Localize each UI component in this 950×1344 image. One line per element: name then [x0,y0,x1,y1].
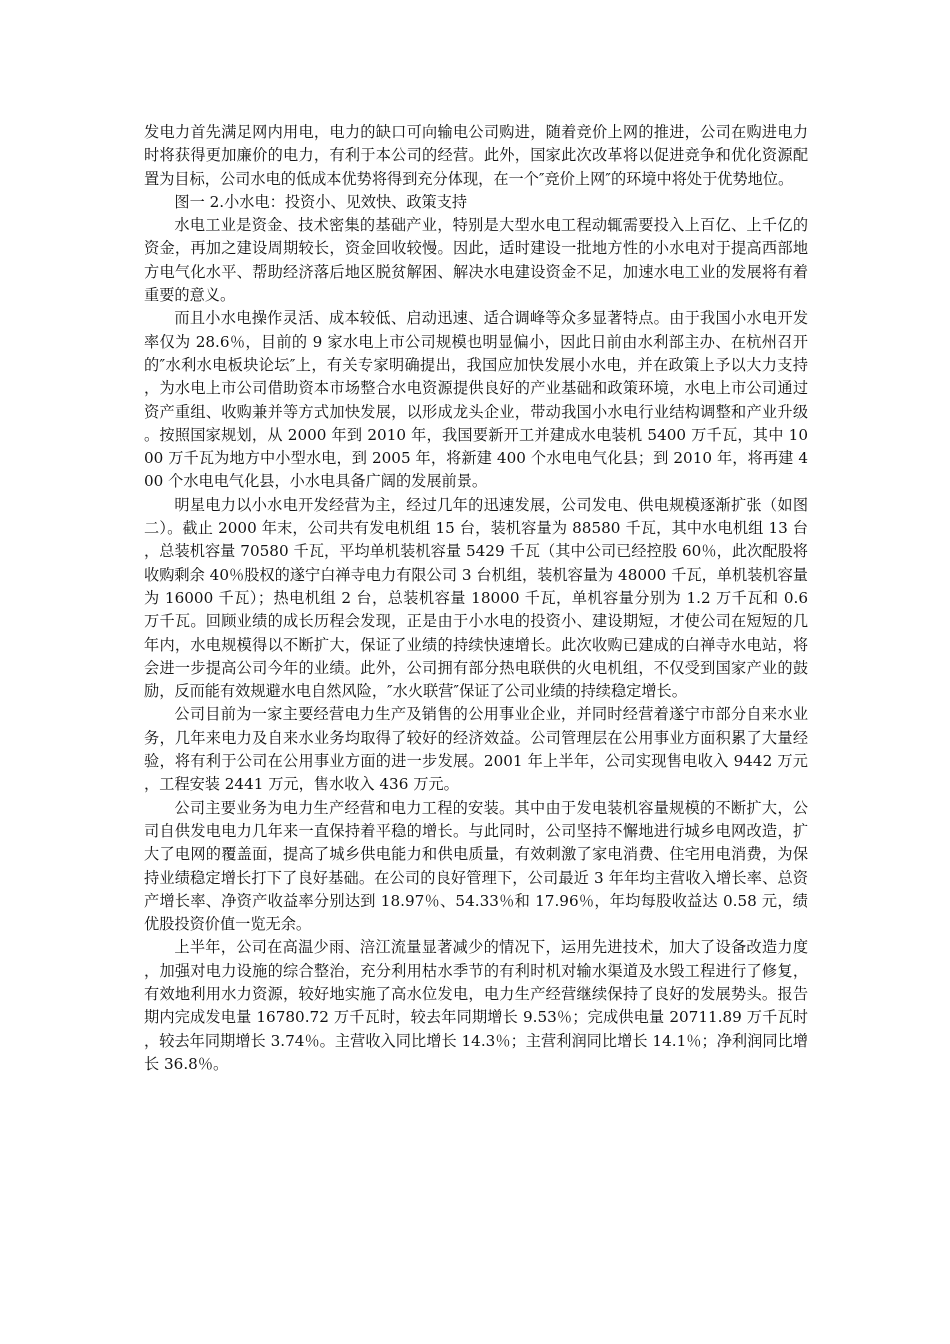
paragraph-main-business: 公司主要业务为电力生产经营和电力工程的安装。其中由于发电装机容量规模的不断扩大，公司自供发电电力几年来一直保持着平稳的增长。与此同时，公司坚持不懈地进行城乡电网改造，扩大了电网的覆盖面，提高了城乡供电能力和供电质量，有效刺激了家电消费、住宅用电消费，为保持业绩稳定增长打下了良好基础。在公司的良好管理下，公司最近 3 年年均主营收入增长率、总资产增长率、净资产收益率分别达到 18.97％、54.33％和 17.96％，年均每股收益达 0.58 元，绩优股投资价值一览无余。 [144,798,808,934]
paragraph-mingxing-power: 明星电力以小水电开发经营为主，经过几年的迅速发展，公司发电、供电规模逐渐扩张（如图二）。截止 2000 年末，公司共有发电机组 15 台，装机容量为 88580 千瓦，其中水电机组 13 台，总装机容量 70580 千瓦，平均单机装机容量 5429 千瓦（其中公司已经控股 60％，此次配股将收购剩余 40％股权的遂宁白禅寺电力有限公司 3 台机组，装机容量为 48000 千瓦，单机装机容量为 16000 千瓦）；热电机组 2 台，总装机容量 18000 千瓦，单机容量分别为 1.2 万千瓦和 0.6 万千瓦。回顾业绩的成长历程会发现，正是由于小水电的投资小、建设期短，才使公司在短短的几年内，水电规模得以不断扩大，保证了业绩的持续快速增长。此次收购已建成的白禅寺水电站，将会进一步提高公司今年的业绩。此外，公司拥有部分热电联供的火电机组，不仅受到国家产业的鼓励，反而能有效规避水电自然风险，″水火联营″保证了公司业绩的持续稳定增长。 [144,495,808,701]
paragraph-hydro-industry: 水电工业是资金、技术密集的基础产业，特别是大型水电工程动辄需要投入上百亿、上千亿的资金，再加之建设周期较长，资金回收较慢。因此，适时建设一批地方性的小水电对于提高西部地方电气化水平、帮助经济落后地区脱贫解困、解决水电建设资金不足，加速水电工业的发展将有着重要的意义。 [144,216,808,305]
paragraph-continuation: 发电力首先满足网内用电，电力的缺口可向输电公司购进，随着竞价上网的推进，公司在购进电力时将获得更加廉价的电力，有利于本公司的经营。此外，国家此次改革将以促进竞争和优化资源配置为目标，公司水电的低成本优势将得到充分体现，在一个″竞价上网″的环境中将处于优势地位。 [144,123,808,188]
paragraph-half-year-results: 上半年，公司在高温少雨、涪江流量显著减少的情况下，运用先进技术，加大了设备改造力度，加强对电力设施的综合整治，充分利用枯水季节的有利时机对输水渠道及水毁工程进行了修复，有效地利用水力资源，较好地实施了高水位发电，电力生产经营继续保持了良好的发展势头。报告期内完成发电量 16780.72 万千瓦时，较去年同期增长 9.53％；完成供电量 20711.89 万千瓦时，较去年同期增长 3.74％。主营收入同比增长 14.3％；主营利润同比增长 14.1％；净利润同比增长 36.8％。 [144,938,808,1073]
document-page [144,121,808,1076]
paragraph-public-utility: 公司目前为一家主要经营电力生产及销售的公用事业企业，并同时经营着遂宁市部分自来水业务，几年来电力及自来水业务均取得了较好的经济效益。公司管理层在公用事业方面积累了大量经验，将有利于公司在公用事业方面的进一步发展。2001 年上半年，公司实现售电收入 9442 万元，工程安装 2441 万元，售水收入 436 万元。 [144,705,808,794]
paragraph-small-hydro-features: 而且小水电操作灵活、成本较低、启动迅速、适合调峰等众多显著特点。由于我国小水电开发率仅为 28.6％，目前的 9 家水电上市公司规模也明显偏小，因此日前由水利部主办、在杭州召开的″水利水电板块论坛″上，有关专家明确提出，我国应加快发展小水电，并在政策上予以大力支持，为水电上市公司借助资本市场整合水电资源提供良好的产业基础和政策环境，水电上市公司通过资产重组、收购兼并等方式加快发展，以形成龙头企业，带动我国小水电行业结构调整和产业升级。按照国家规划，从 2000 年到 2010 年，我国要新开工并建成水电装机 5400 万千瓦，其中 1000 万千瓦为地方中小型水电，到 2005 年，将新建 400 个水电电气化县；到 2010 年，将再建 400 个水电电气化县，小水电具备广阔的发展前景。 [144,309,808,491]
figure-caption: 图一 2.小水电：投资小、见效快、政策支持 [174,192,468,211]
